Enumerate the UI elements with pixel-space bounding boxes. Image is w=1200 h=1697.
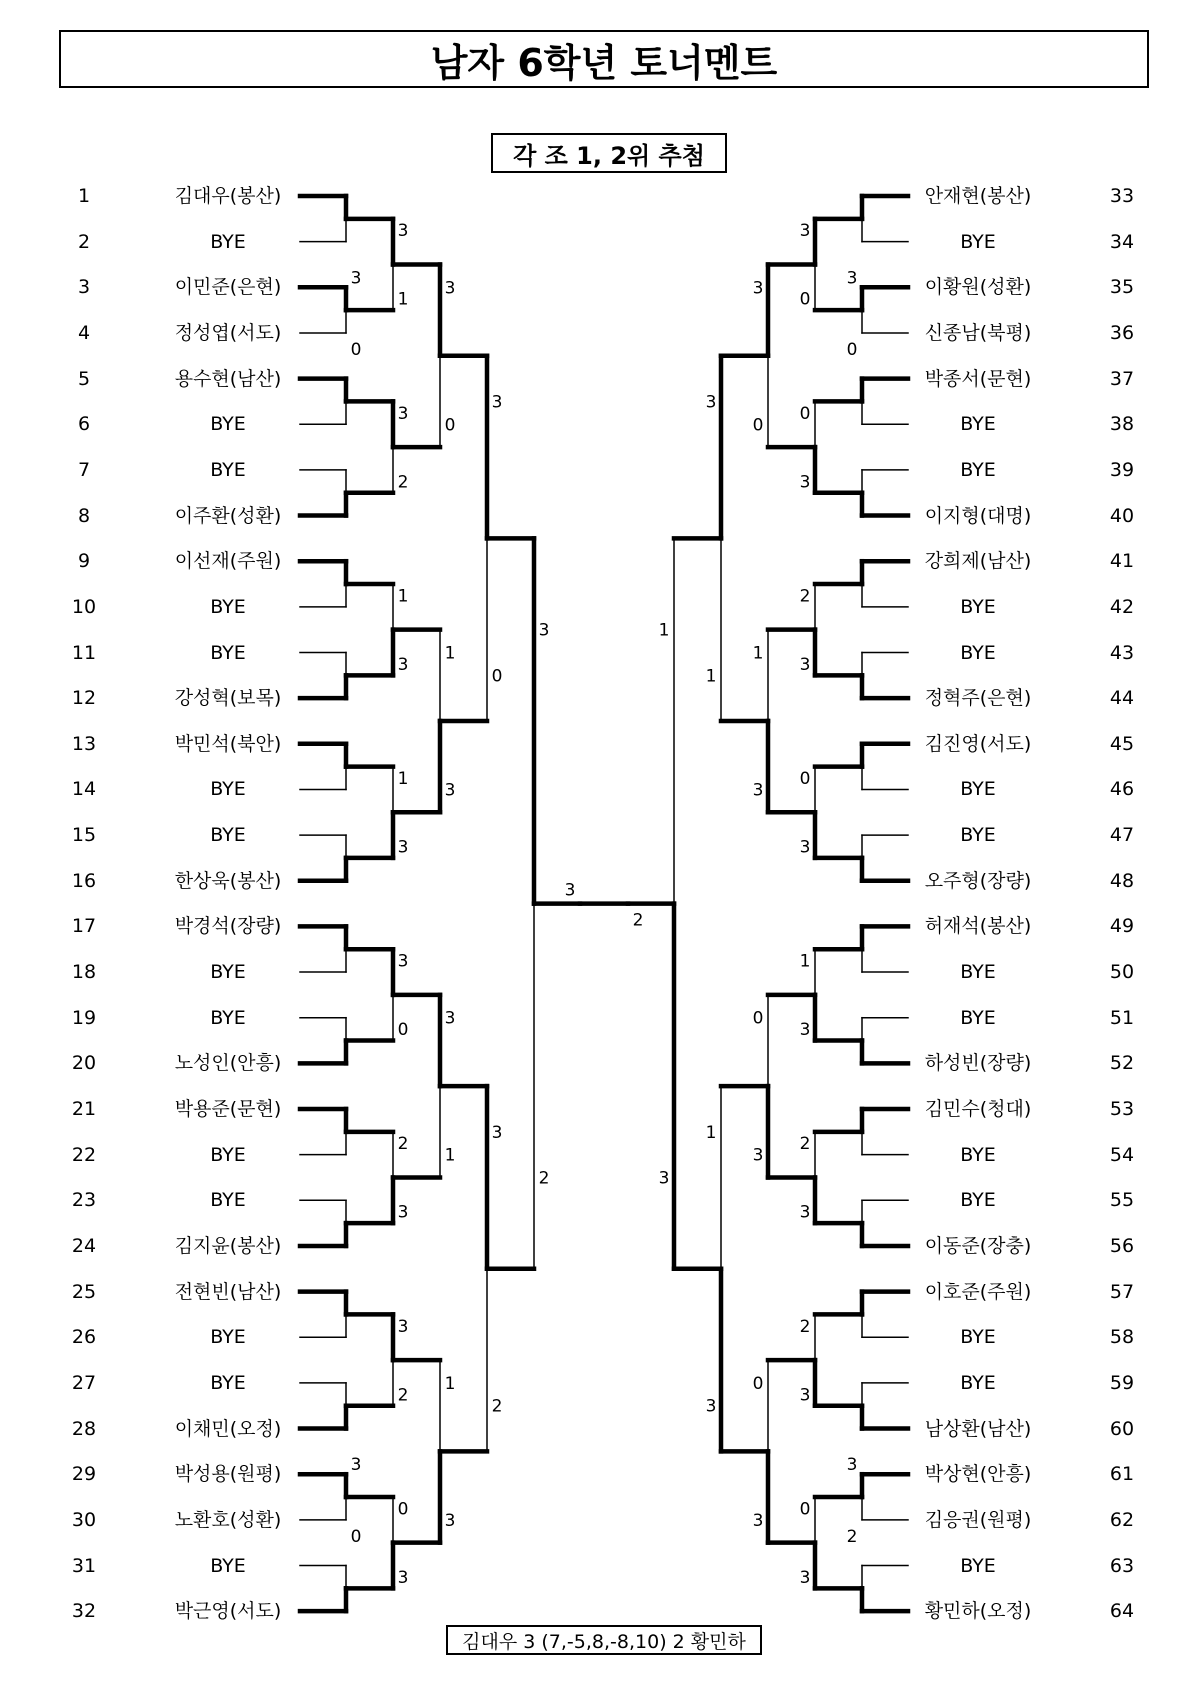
match-score: 3: [799, 1202, 811, 1223]
seed-number: 22: [71, 1143, 97, 1166]
match-score: 1: [444, 643, 456, 664]
draw-note: 각 조 1, 2위 추첨: [491, 133, 727, 173]
final-score: 2: [632, 910, 644, 931]
match-score: 3: [799, 472, 811, 493]
match-score: 0: [397, 1499, 409, 1520]
bye-slot: BYE: [960, 413, 996, 436]
bye-slot: BYE: [210, 778, 246, 801]
seed-number: 24: [71, 1234, 97, 1257]
match-score: 0: [350, 339, 362, 360]
match-score: 3: [350, 1455, 362, 1476]
seed-number: 4: [77, 321, 91, 344]
bye-slot: BYE: [960, 230, 996, 253]
player-name: 박경석(장량): [174, 915, 282, 938]
match-score: 1: [444, 1373, 456, 1394]
match-score: 0: [799, 403, 811, 424]
match-score: 3: [799, 1020, 811, 1041]
player-name: 황민하(오정): [924, 1600, 1032, 1623]
bye-slot: BYE: [960, 595, 996, 618]
bye-slot: BYE: [210, 824, 246, 847]
seed-number: 43: [1109, 641, 1135, 664]
player-name: 박용준(문현): [174, 1098, 282, 1120]
match-score: 1: [397, 586, 409, 607]
match-score: 3: [799, 1385, 811, 1406]
match-score: 1: [705, 666, 717, 687]
seed-number: 57: [1109, 1280, 1135, 1303]
seed-number: 58: [1109, 1326, 1135, 1349]
match-score: 3: [444, 1008, 456, 1029]
seed-number: 35: [1109, 276, 1135, 299]
player-name: 노환호(성환): [174, 1508, 282, 1531]
match-score: 0: [752, 1373, 764, 1394]
bye-slot: BYE: [210, 1371, 246, 1394]
seed-number: 28: [71, 1417, 97, 1440]
match-score: 3: [752, 780, 764, 801]
player-name: 신종남(북평): [924, 321, 1032, 344]
seed-number: 37: [1109, 367, 1135, 390]
match-score: 1: [705, 1122, 717, 1143]
match-score: 2: [846, 1526, 858, 1547]
final-result: 김대우 3 (7,-5,8,-8,10) 2 황민하: [446, 1625, 762, 1655]
match-score: 3: [397, 1567, 409, 1588]
seed-number: 33: [1109, 185, 1135, 207]
seed-number: 51: [1109, 1006, 1135, 1029]
seed-number: 5: [77, 367, 91, 390]
seed-number: 63: [1109, 1554, 1135, 1577]
seed-number: 39: [1109, 458, 1135, 481]
match-score: 0: [752, 1008, 764, 1029]
bye-slot: BYE: [960, 778, 996, 801]
seed-number: 59: [1109, 1371, 1135, 1394]
page-title: 남자 6학년 토너멘트: [59, 30, 1149, 88]
seed-number: 27: [71, 1371, 97, 1394]
seed-number: 25: [71, 1280, 97, 1303]
match-score: 3: [752, 278, 764, 299]
player-name: 이민준(은현): [174, 276, 282, 299]
bye-slot: BYE: [210, 1143, 246, 1166]
seed-number: 44: [1109, 687, 1135, 710]
match-score: 3: [397, 403, 409, 424]
seed-number: 38: [1109, 413, 1135, 436]
match-score: 3: [799, 221, 811, 242]
match-score: 0: [444, 415, 456, 436]
bye-slot: BYE: [210, 961, 246, 984]
seed-number: 52: [1109, 1052, 1135, 1075]
bye-slot: BYE: [960, 1371, 996, 1394]
player-name: 박민석(북안): [174, 732, 282, 755]
match-score: 3: [799, 1567, 811, 1588]
match-score: 3: [752, 1145, 764, 1166]
bye-slot: BYE: [960, 1189, 996, 1212]
final-score: 3: [564, 880, 576, 901]
seed-number: 11: [71, 641, 97, 664]
player-name: 전현빈(남산): [174, 1280, 282, 1303]
match-score: 3: [658, 1168, 670, 1189]
match-score: 3: [397, 837, 409, 858]
bye-slot: BYE: [210, 595, 246, 618]
match-score: 1: [444, 1145, 456, 1166]
player-name: 이채민(오정): [174, 1417, 282, 1440]
bye-slot: BYE: [210, 1006, 246, 1029]
bye-slot: BYE: [210, 458, 246, 481]
seed-number: 49: [1109, 915, 1135, 938]
bye-slot: BYE: [960, 824, 996, 847]
match-score: 1: [799, 951, 811, 972]
seed-number: 55: [1109, 1189, 1135, 1212]
seed-number: 14: [71, 778, 97, 801]
match-score: 3: [350, 268, 362, 289]
match-score: 0: [799, 289, 811, 310]
match-score: 2: [799, 586, 811, 607]
seed-number: 30: [71, 1508, 97, 1531]
player-name: 김대우(봉산): [174, 185, 282, 207]
seed-number: 31: [71, 1554, 97, 1577]
bye-slot: BYE: [210, 641, 246, 664]
player-name: 정성엽(서도): [174, 321, 282, 344]
match-score: 3: [538, 620, 550, 641]
match-score: 1: [658, 620, 670, 641]
player-name: 김응권(원평): [924, 1508, 1032, 1531]
seed-number: 32: [71, 1600, 97, 1623]
seed-number: 53: [1109, 1098, 1135, 1120]
seed-number: 34: [1109, 230, 1135, 253]
seed-number: 13: [71, 732, 97, 755]
seed-number: 18: [71, 961, 97, 984]
match-score: 3: [846, 1455, 858, 1476]
bye-slot: BYE: [960, 961, 996, 984]
player-name: 이호준(주원): [924, 1280, 1032, 1303]
bye-slot: BYE: [960, 1326, 996, 1349]
match-score: 2: [799, 1134, 811, 1155]
match-score: 1: [752, 643, 764, 664]
player-name: 박상현(안흥): [924, 1463, 1032, 1486]
player-name: 노성인(안흥): [174, 1052, 282, 1075]
player-name: 강희제(남산): [924, 550, 1032, 573]
match-score: 0: [491, 666, 503, 687]
match-score: 0: [350, 1526, 362, 1547]
player-name: 김민수(청대): [924, 1098, 1032, 1120]
seed-number: 45: [1109, 732, 1135, 755]
match-score: 3: [491, 392, 503, 413]
player-name: 이주환(성환): [174, 504, 282, 527]
player-name: 한상욱(봉산): [174, 869, 282, 892]
seed-number: 42: [1109, 595, 1135, 618]
seed-number: 9: [77, 550, 91, 573]
match-score: 1: [397, 289, 409, 310]
match-score: 3: [397, 951, 409, 972]
match-score: 3: [799, 837, 811, 858]
player-name: 정혁주(은현): [924, 687, 1032, 710]
match-score: 2: [538, 1168, 550, 1189]
seed-number: 15: [71, 824, 97, 847]
bye-slot: BYE: [210, 413, 246, 436]
match-score: 3: [799, 654, 811, 675]
seed-number: 16: [71, 869, 97, 892]
seed-number: 2: [77, 230, 91, 253]
player-name: 박성용(원평): [174, 1463, 282, 1486]
seed-number: 56: [1109, 1234, 1135, 1257]
player-name: 오주형(장량): [924, 869, 1032, 892]
player-name: 용수현(남산): [174, 367, 282, 390]
match-score: 2: [491, 1396, 503, 1417]
seed-number: 40: [1109, 504, 1135, 527]
match-score: 3: [705, 1396, 717, 1417]
match-score: 3: [397, 1316, 409, 1337]
bye-slot: BYE: [960, 641, 996, 664]
seed-number: 36: [1109, 321, 1135, 344]
bye-slot: BYE: [960, 1006, 996, 1029]
seed-number: 61: [1109, 1463, 1135, 1486]
seed-number: 3: [77, 276, 91, 299]
bye-slot: BYE: [960, 458, 996, 481]
seed-number: 46: [1109, 778, 1135, 801]
bye-slot: BYE: [960, 1143, 996, 1166]
match-score: 0: [752, 415, 764, 436]
match-score: 3: [397, 1202, 409, 1223]
match-score: 3: [444, 1510, 456, 1531]
player-name: 허재석(봉산): [924, 915, 1032, 938]
bye-slot: BYE: [960, 1554, 996, 1577]
seed-number: 20: [71, 1052, 97, 1075]
match-score: 3: [846, 268, 858, 289]
bye-slot: BYE: [210, 1326, 246, 1349]
seed-number: 48: [1109, 869, 1135, 892]
player-name: 박근영(서도): [174, 1600, 282, 1623]
seed-number: 17: [71, 915, 97, 938]
player-name: 강성혁(보목): [174, 687, 282, 710]
player-name: 이지형(대명): [924, 504, 1032, 527]
match-score: 3: [397, 654, 409, 675]
match-score: 2: [397, 472, 409, 493]
seed-number: 64: [1109, 1600, 1135, 1623]
seed-number: 12: [71, 687, 97, 710]
seed-number: 41: [1109, 550, 1135, 573]
match-score: 3: [444, 278, 456, 299]
seed-number: 29: [71, 1463, 97, 1486]
match-score: 3: [397, 221, 409, 242]
match-score: 2: [799, 1316, 811, 1337]
player-name: 이동준(장충): [924, 1234, 1032, 1257]
seed-number: 54: [1109, 1143, 1135, 1166]
match-score: 3: [705, 392, 717, 413]
match-score: 0: [846, 339, 858, 360]
player-name: 김진영(서도): [924, 732, 1032, 755]
player-name: 남상환(남산): [924, 1417, 1032, 1440]
seed-number: 21: [71, 1098, 97, 1120]
match-score: 3: [444, 780, 456, 801]
player-name: 김지윤(봉산): [174, 1234, 282, 1257]
seed-number: 10: [71, 595, 97, 618]
seed-number: 62: [1109, 1508, 1135, 1531]
seed-number: 60: [1109, 1417, 1135, 1440]
seed-number: 8: [77, 504, 91, 527]
seed-number: 23: [71, 1189, 97, 1212]
seed-number: 19: [71, 1006, 97, 1029]
match-score: 0: [799, 1499, 811, 1520]
match-score: 2: [397, 1385, 409, 1406]
bye-slot: BYE: [210, 1189, 246, 1212]
match-score: 2: [397, 1134, 409, 1155]
seed-number: 6: [77, 413, 91, 436]
player-name: 이황원(성환): [924, 276, 1032, 299]
match-score: 3: [752, 1510, 764, 1531]
seed-number: 47: [1109, 824, 1135, 847]
match-score: 0: [799, 769, 811, 790]
match-score: 0: [397, 1020, 409, 1041]
player-name: 박종서(문현): [924, 367, 1032, 390]
bye-slot: BYE: [210, 230, 246, 253]
seed-number: 1: [77, 185, 91, 207]
match-score: 3: [491, 1122, 503, 1143]
player-name: 안재현(봉산): [924, 185, 1032, 207]
bye-slot: BYE: [210, 1554, 246, 1577]
player-name: 이선재(주원): [174, 550, 282, 573]
seed-number: 7: [77, 458, 91, 481]
seed-number: 26: [71, 1326, 97, 1349]
match-score: 1: [397, 769, 409, 790]
player-name: 하성빈(장량): [924, 1052, 1032, 1075]
seed-number: 50: [1109, 961, 1135, 984]
